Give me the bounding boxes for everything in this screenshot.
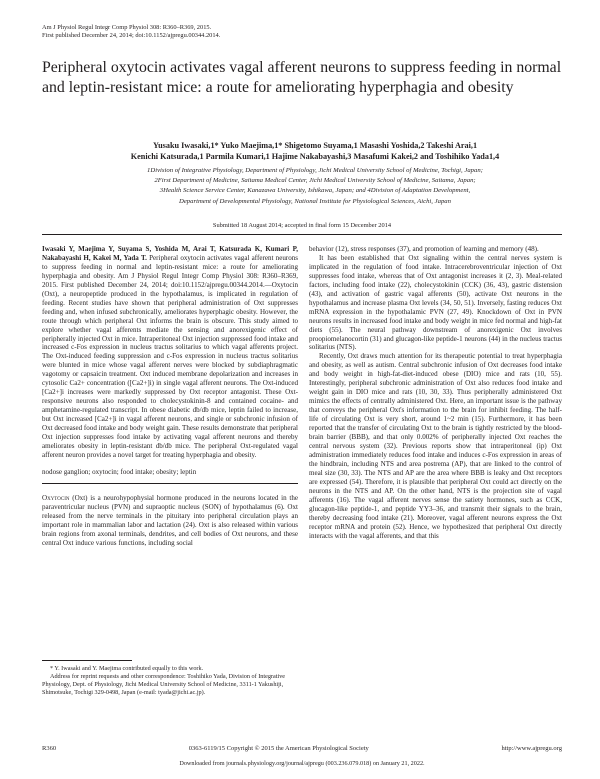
journal-line-2: First published December 24, 2014; doi:10.1152/ajpregu.00344.2014. xyxy=(42,32,221,39)
article-title: Peripheral oxytocin activates vagal afferent neurons to suppress feeding in normal and leptin-resistant mice: a route for ameliorating hyperphagia and obesity xyxy=(42,59,562,96)
affiliation-2: 2First Department of Medicine, Saitama Medical Center, Jichi Medical University School of Medicine, Saitama, Japan; xyxy=(154,177,476,185)
affiliation-1: 1Division of Integrative Physiology, Department of Physiology, Jichi Medical University School of Medicine, Tochigi, Japan; xyxy=(147,167,483,174)
affiliation-4: Department of Developmental Physiology, National Institute for Physiological Sciences, Aichi, Japan xyxy=(179,197,451,205)
right-paragraph-2: Recently, Oxt draws much attention for its therapeutic potential to treat hyperphagia and obesity, as well as autism. Central subchronic infusion of Oxt decreases food intake and body weight in high-fat-diet-induced obese (DIO) mice and rats (10, 55). Interestingly, peripheral subchronic administration of Oxt also reduces food intake and weight gain in DIO mice and rats (10, 30, 33). Thus peripherally administered Oxt mimics the effects of centrally administered Oxt. Here, an important issue is the pathway that conveys the peripheral Oxt's information to the brain for inhibit feeding. The half-life of circulating Oxt is very short, around 1~2 min (15). Furthermore, it has been reported that the transfer of circulating Oxt to the brain is tightly restricted by the blood-brain barrier (BBB), and that only 0.002% of peripherally injected Oxt reaches the central nervous system (32). Previous reports show that intraperitoneal (ip) Oxt administration immediately reduces food intake and induces c-Fos expression in areas of the hindbrain, including NTS and area postrema (AP), that are linked to the control of meal size (30, 33). The NTS and AP are the area where BBB is leaky and Oxt receptors are expressed (54). Therefore, it is plausible that peripheral Oxt could act directly on the neurons in the NTS and AP. On the other hand, NTS is the projection site of vagal afferents (16). The vagal afferent nerves sense the satiety hormones, such as CCK, glucagon-like peptide-1, and peptide YY3–36, and transmit their signals to the brain, thereby decreasing food intake (21). Moreover, vagal afferent neurons express the Oxt receptor mRNA and protein (52). Hence, we hypothesized that peripheral Oxt directly interacts with the vagal afferents, and that this xyxy=(309,352,562,540)
page-footer xyxy=(42,745,562,752)
right-paragraph-1: It has been established that Oxt signaling within the central nerves system is implicated in the regulation of food intake. Intracerebroventricular injection of Oxt suppresses food intake, whereas that of Oxt antagonist increases it (2, 3). Meal-related factors, including food intake (22), cholecystokinin (CCK) (36, 43), gastric distension (43), and activation of gastric vagal afferents (50), activate Oxt neurons in the hypothalamus and increase plasma Oxt levels (34, 50, 51). Inversely, fasting reduces Oxt mRNA expression in the hypothalamic PVN (27, 49). Knockdown of Oxt in PVN neurons results in increased food intake and body weight in mice fed normal and high-fat diets (55). The neural pathway downstream of anorexigenic Oxt involves proopiomelanocortin (31) and glucagon-like peptide-1 neurons (44) in the nucleus tractus solitarius (NTS). xyxy=(309,253,562,352)
copyright-notice: 0363-6119/15 Copyright © 2015 the American Physiological Society xyxy=(188,745,369,752)
abstract xyxy=(42,245,298,460)
left-column xyxy=(42,245,298,548)
intro-lead-word: Oxytocin xyxy=(42,493,70,502)
author-list xyxy=(75,140,555,162)
journal-url[interactable]: http://www.ajpregu.org xyxy=(501,745,562,752)
affiliation-3: 3Health Science Service Center, Kanazawa University, Ishikawa, Japan; and 4Division of Adaptation Development, xyxy=(159,187,471,195)
footnotes xyxy=(42,660,298,697)
footnote-correspondence: Address for reprint requests and other correspondence: Toshihiko Yada, Division of Integrative Physiology, Dept. of Physiology, Jichi Medical University School of Medicine, 3311-1 Yakushiji, Shimotsuke, Tochigi 329-0498, Japan (e-mail: tyada@jichi.ac.jp). xyxy=(42,673,286,696)
keywords: nodose ganglion; oxytocin; food intake; obesity; leptin xyxy=(42,467,197,476)
authors-line-2: Kenichi Katsurada,1 Parmila Kumari,1 Hajime Nakabayashi,3 Masafumi Kakei,2 and Toshihiko Yada1,4 xyxy=(130,152,500,161)
right-paragraph-0: behavior (12), stress responses (37), and promotion of learning and memory (48). xyxy=(309,245,539,253)
header-divider xyxy=(42,234,562,235)
journal-citation xyxy=(42,24,482,40)
intro-text: (Oxt) is a neurohypophysial hormone produced in the neurons located in the paraventricular nucleus (PVN) and supraoptic nucleus (SON) of hypothalamus (6). Oxt released from the nerve terminals in the pituitary into peripheral circulation plays an important role in mammalian labor and lactation (24). Oxt is also released within various brain regions from axonal terminals, dendrites, and cell bodies of Oxt neurons, and these central Oxt induce various functions, including social xyxy=(42,493,298,547)
footnote-divider xyxy=(42,660,132,661)
abstract-divider xyxy=(42,483,298,484)
abstract-text: Peripheral oxytocin activates vagal afferent neurons to suppress feeding in normal and leptin-resistant mice: a route for ameliorating hyperphagia and obesity. Am J Physiol Regul Integr Comp Physiol 308: R360–R369, 2015. First published December 24, 2014; doi:10.1152/ajpregu.00344.2014.—Oxytocin (Oxt), a neuropeptide produced in the hypothalamus, is implicated in regulation of feeding. Recent studies have shown that peripheral administration of Oxt suppresses feeding and, when infused subchronically, ameliorates hyperphagic obesity. However, the route through which peripheral Oxt informs the brain is obscure. This study aimed to explore whether vagal afferents mediate the sensing and anorexigenic effect of peripherally injected Oxt in mice. Intraperitoneal Oxt injection suppressed food intake and increased c-Fos expression in nucleus tractus solitarius to which vagal afferents project. The Oxt-induced feeding suppression and c-Fos expression in nucleus tractus solitarius were blunted in mice whose vagal afferent nerves were blocked by subdiaphragmatic vagotomy or capsaicin treatment. Oxt induced membrane depolarization and increases in cytosolic Ca2+ concentration ([Ca2+]i) in single vagal afferent neurons. The Oxt-induced [Ca2+]i increases were markedly suppressed by Oxt receptor antagonist. These Oxt-responsive neurons also responded to cholecystokinin-8 and contained cocaine- and amphetamine-regulated transcript. In obese diabetic db/db mice, leptin failed to increase, but Oxt increased [Ca2+]i in vagal afferent neurons, and single or subchronic infusion of Oxt decreased food intake and body weight gain. These results demonstrate that peripheral Oxt injection suppresses food intake by activating vagal afferent neurons and thereby ameliorates obesity in leptin-resistant db/db mice. The peripheral Oxt-regulated vagal afferent neuron provides a novel target for treating hyperphagia and obesity. xyxy=(42,253,298,459)
right-column xyxy=(309,245,562,540)
footnote-equal-contribution: * Y. Iwasaki and Y. Maejima contributed equally to this work. xyxy=(50,665,204,672)
abstract-citation-authors: Iwasaki Y, Maejima Y, Suyama S, Yoshida M, Arai T, Katsurada K, Kumari P, Nakabayashi H, Kakei M, Yada T. xyxy=(42,245,298,262)
intro-paragraph-1 xyxy=(42,494,298,548)
submission-dates: Submitted 18 August 2014; accepted in final form 15 December 2014 xyxy=(212,222,392,229)
authors-line-1: Yusaku Iwasaki,1* Yuko Maejima,1* Shigetomo Suyama,1 Masashi Yoshida,2 Takeshi Arai,1 xyxy=(152,141,478,150)
affiliations xyxy=(70,166,560,207)
download-notice: Downloaded from journals.physiology.org/journal/ajpregu (003.236.079.018) on January 21, 2022. xyxy=(179,760,425,767)
page-number: R360 xyxy=(42,745,57,752)
journal-line-1: Am J Physiol Regul Integr Comp Physiol 308: R360–R369, 2015. xyxy=(42,24,212,31)
